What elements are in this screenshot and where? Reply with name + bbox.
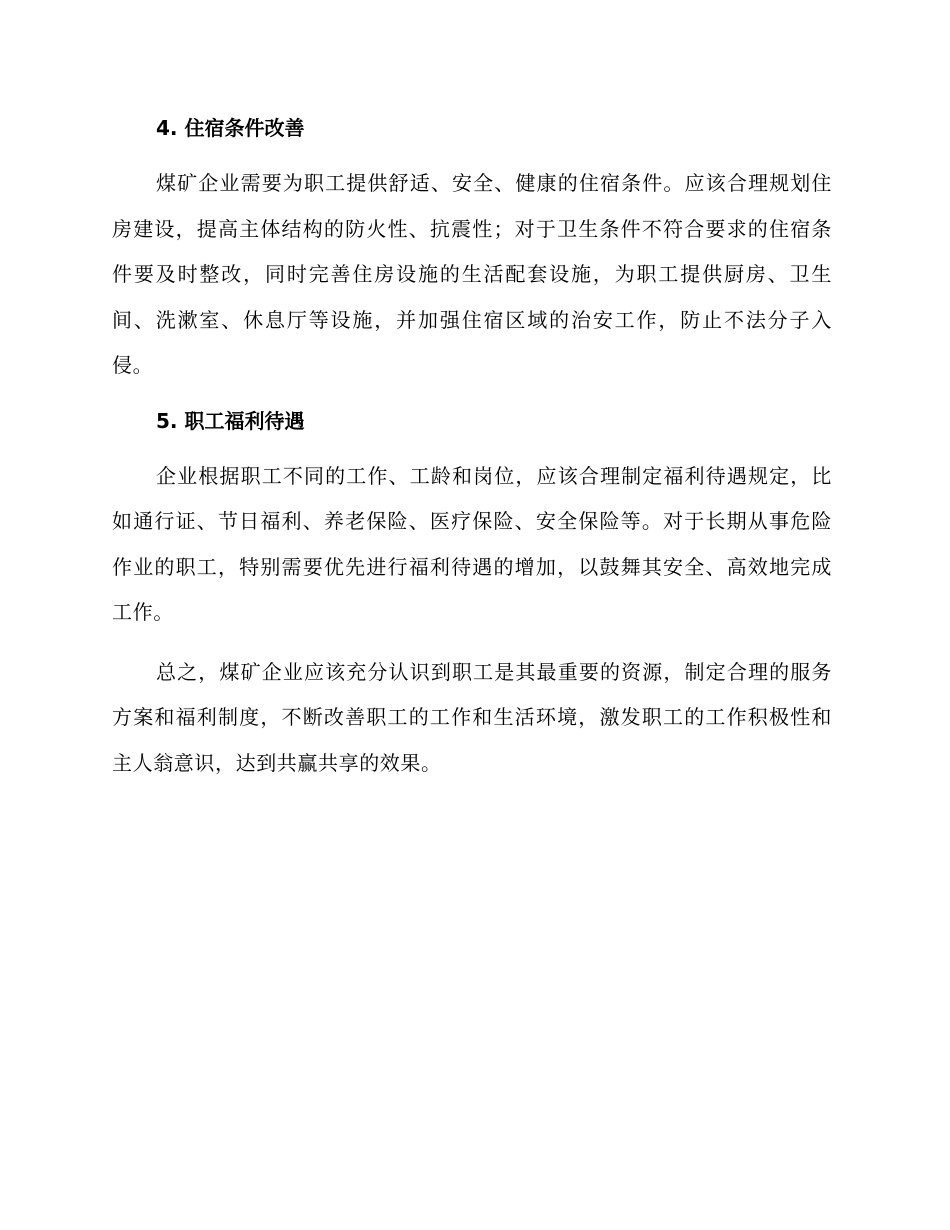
section-heading-housing: 4. 住宿条件改善 [156,116,305,140]
spacer [112,636,832,650]
paragraph-housing: 煤矿企业需要为职工提供舒适、安全、健康的住宿条件。应该合理规划住房建设，提高主体结构的防火性、抗震性；对于卫生条件不符合要求的住宿条件要及时整改，同时完善住房设施的生活配套设施，为职工提供厨房、卫生间、洗漱室、休息厅等设施，并加强住宿区域的治安工作，防止不法分子入侵。 [112,171,832,377]
spacer [112,146,832,161]
section-heading-welfare: 5. 职工福利待遇 [156,408,305,433]
spacer [112,389,832,403]
paragraph-conclusion: 总之，煤矿企业应该充分认识到职工是其最重要的资源，制定合理的服务方案和福利制度，不断改善职工的工作和生活环境，激发职工的工作积极性和主人翁意识，达到共赢共享的效果。 [112,659,832,775]
document-content [112,110,832,786]
paragraph-welfare: 企业根据职工不同的工作、工龄和岗位，应该合理制定福利待遇规定，比如通行证、节日福利、养老保险、医疗保险、安全保险等。对于长期从事危险作业的职工，特别需要优先进行福利待遇的增加，以鼓舞其安全、高效地完成工作。 [112,463,832,624]
spacer [112,439,832,454]
